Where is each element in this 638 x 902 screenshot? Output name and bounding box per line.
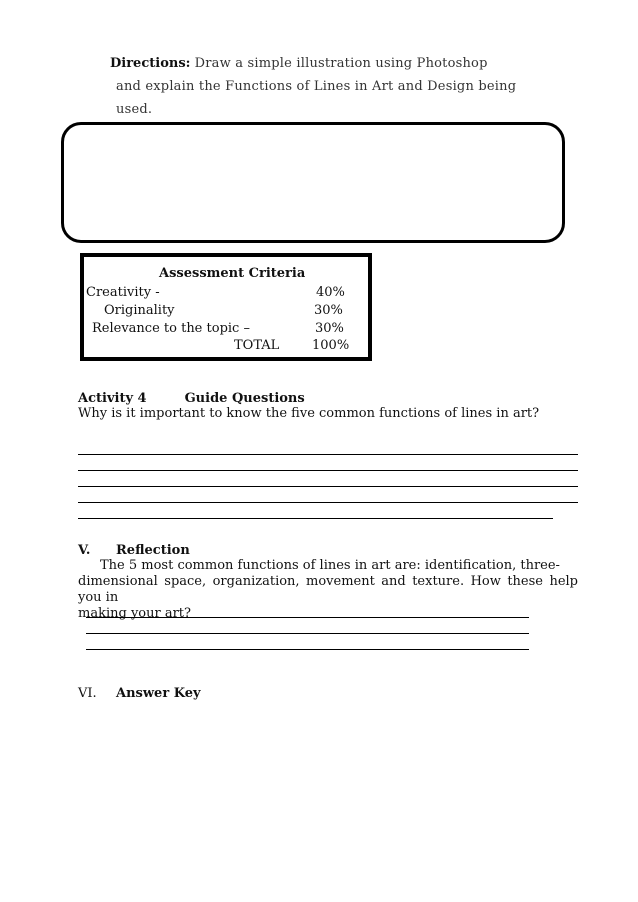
criteria-row-value: 30% <box>315 321 344 336</box>
answer-key-title: Answer Key <box>116 686 201 701</box>
answer-key-heading <box>78 686 201 701</box>
activity-heading <box>78 391 305 406</box>
criteria-title: Assessment Criteria <box>159 266 306 281</box>
criteria-row-label: Originality <box>104 303 175 318</box>
reflection-heading <box>78 543 190 558</box>
reflection-text-line: The 5 most common functions of lines in art are: identification, three- <box>100 558 560 573</box>
answer-line[interactable] <box>78 518 553 519</box>
answer-line[interactable] <box>78 486 578 487</box>
directions <box>110 52 516 121</box>
criteria-row-value: 40% <box>316 285 345 300</box>
reflection-answer-line[interactable] <box>86 633 529 634</box>
directions-text-line2: and explain the Functions of Lines in Art and Design being <box>116 79 517 94</box>
reflection-number: V. <box>78 543 91 558</box>
reflection-title: Reflection <box>116 543 190 558</box>
criteria-row-label: Relevance to the topic – <box>92 321 250 336</box>
criteria-row-label: Creativity - <box>86 285 160 300</box>
criteria-total-value: 100% <box>312 338 350 353</box>
activity-title: Guide Questions <box>184 391 305 406</box>
reflection-answer-line[interactable] <box>86 617 529 618</box>
criteria-total-label: TOTAL <box>234 338 280 353</box>
reflection-text-line: dimensional space, organization, movement and texture. How these help you in <box>78 574 578 605</box>
answer-line[interactable] <box>78 470 578 471</box>
reflection-text-line: making your art? <box>78 606 191 621</box>
answer-line[interactable] <box>78 454 578 455</box>
activity-number: Activity 4 <box>78 391 147 406</box>
answer-line[interactable] <box>78 502 578 503</box>
answer-key-number: VI. <box>78 686 97 701</box>
reflection-answer-line[interactable] <box>86 649 529 650</box>
directions-text-line1: Draw a simple illustration using Photoshop <box>194 56 488 71</box>
criteria-row-value: 30% <box>314 303 343 318</box>
illustration-box[interactable] <box>61 122 565 243</box>
directions-text-line3: used. <box>116 102 153 117</box>
directions-label: Directions: <box>110 56 191 71</box>
activity-question: Why is it important to know the five common functions of lines in art? <box>78 406 540 421</box>
reflection-body <box>78 558 578 622</box>
assessment-criteria-box <box>80 253 372 361</box>
